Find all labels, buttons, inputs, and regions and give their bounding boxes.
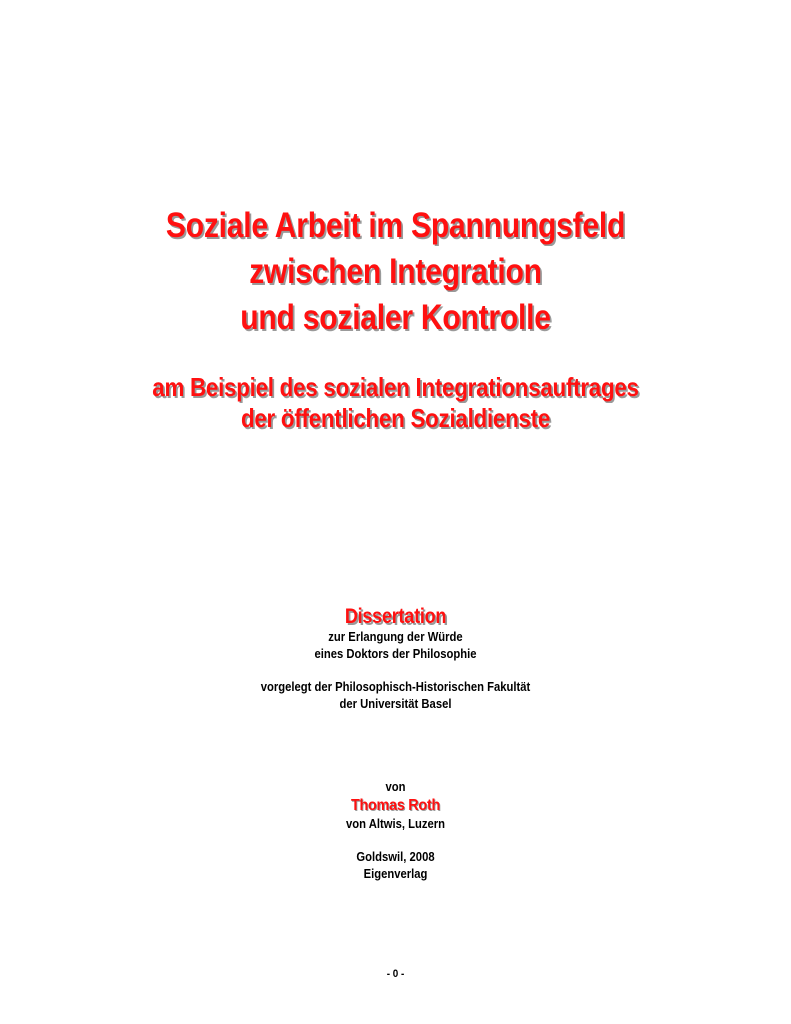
subtitle-line-1: am Beispiel des sozialen Integrationsauftrages: [152, 372, 639, 402]
main-title-line-1: Soziale Arbeit im Spannungsfeld: [165, 206, 626, 245]
faculty-section: [0, 679, 791, 713]
subtitle-line-2: der öffentlichen Sozialdienste: [240, 403, 551, 433]
page-number-text: - 0 -: [386, 968, 405, 980]
page-number: [0, 966, 791, 983]
main-title-line-3: und sozialer Kontrolle: [240, 298, 551, 337]
dissertation-heading: Dissertation: [344, 605, 447, 628]
dissertation-purpose-line-1: zur Erlangung der Würde: [328, 630, 463, 644]
publication-place-year: Goldswil, 2008: [356, 850, 435, 864]
subtitle: [0, 372, 791, 434]
main-title-line-2: zwischen Integration: [249, 252, 542, 291]
faculty-line-1: vorgelegt der Philosophisch-Historischen Fakultät: [260, 680, 531, 694]
author-section: [0, 779, 791, 833]
main-title: [0, 203, 791, 341]
author-von: von: [385, 780, 406, 794]
publication-section: [0, 849, 791, 883]
publication-publisher: Eigenverlag: [363, 867, 428, 881]
dissertation-section: [0, 605, 791, 663]
author-name: Thomas Roth: [350, 797, 441, 814]
dissertation-purpose-line-2: eines Doktors der Philosophie: [314, 647, 477, 661]
faculty-line-2: der Universität Basel: [339, 697, 452, 711]
author-origin: von Altwis, Luzern: [346, 817, 445, 831]
